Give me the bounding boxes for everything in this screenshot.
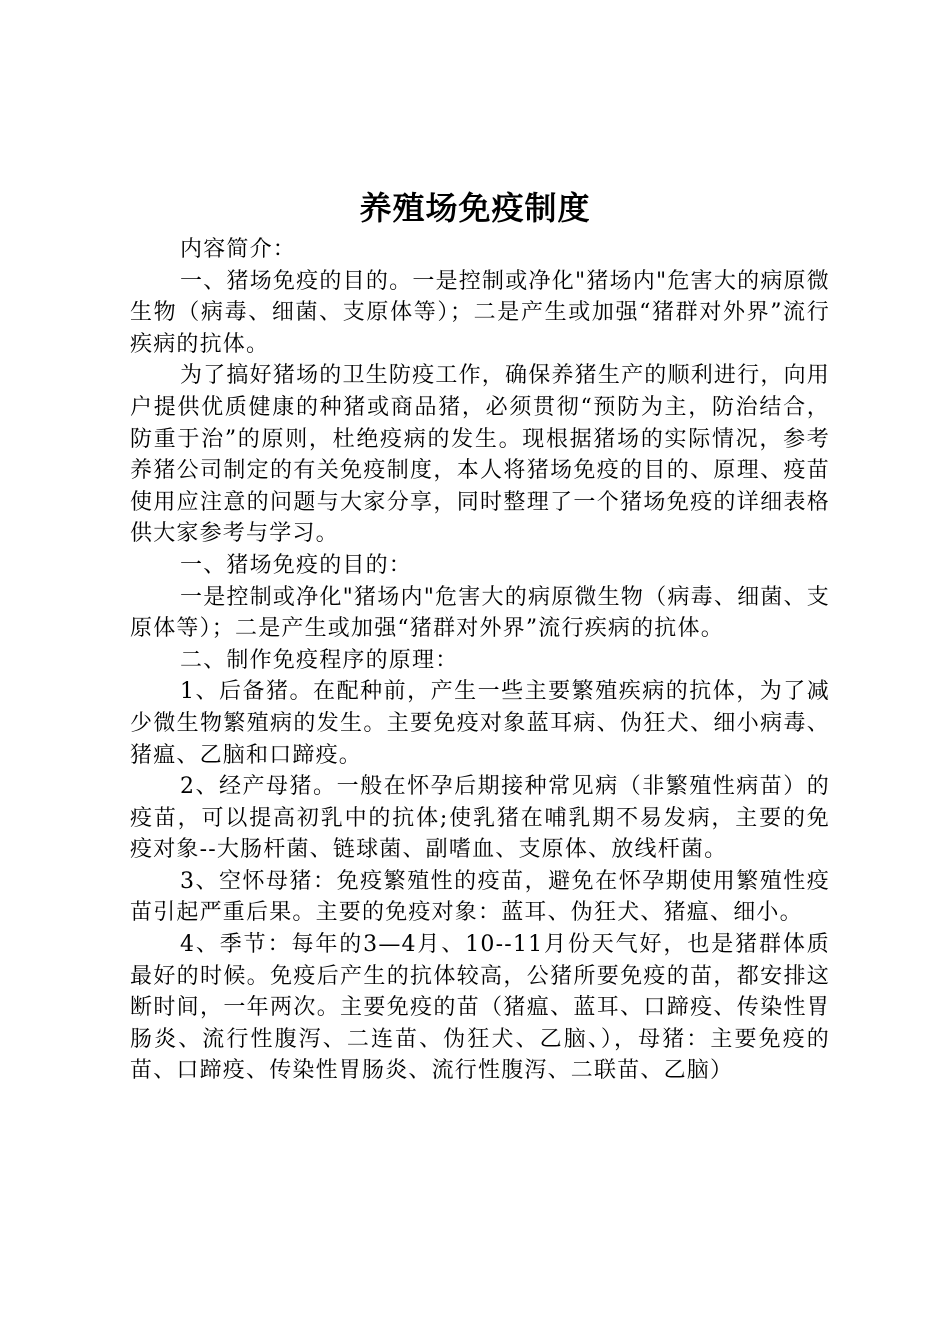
paragraph-season: 4、季节：每年的3—4月、10--11月份天气好，也是猪群体质最好的时候。免疫后产生的抗体较高，公猪所要免疫的苗，都安排这断时间，一年两次。主要免疫的苗（猪瘟、蓝耳、口蹄疫、传染性胃肠炎、流行性腹泻、二连苗、伪狂犬、乙脑、），母猪：主要免疫的苗、口蹄疫、传染性胃肠炎、流行性腹泻、二联苗、乙脑） [130, 932, 830, 1084]
paragraph-background: 为了搞好猪场的卫生防疫工作，确保养猪生产的顺利进行，向用户提供优质健康的种猪或商品猪，必须贯彻“预防为主，防治结合，防重于治”的原则，杜绝疫病的发生。现根据猪场的实际情况，参考养猪公司制定的有关免疫制度，本人将猪场免疫的目的、原理、疫苗使用应注意的问题与大家分享，同时整理了一个猪场免疫的详细表格供大家参考与学习。 [130, 363, 830, 547]
paragraph-open-sows: 3、空怀母猪：免疫繁殖性的疫苗，避免在怀孕期使用繁殖性疫苗引起严重后果。主要的免疫对象：蓝耳、伪狂犬、猪瘟、细小。 [130, 868, 830, 926]
document-body [130, 234, 830, 1087]
paragraph-multiparous-sows: 2、经产母猪。一般在怀孕后期接种常见病（非繁殖性病苗）的疫苗，可以提高初乳中的抗体;使乳猪在哺乳期不易发病，主要的免疫对象--大肠杆菌、链球菌、副嗜血、支原体、放线杆菌。 [130, 774, 830, 863]
paragraph-gilts: 1、后备猪。在配种前，产生一些主要繁殖疾病的抗体，为了减少微生物繁殖病的发生。主要免疫对象蓝耳病、伪狂犬、细小病毒、猪瘟、乙脑和口蹄疫。 [130, 679, 830, 768]
section-heading-purpose: 一、猪场免疫的目的： [180, 552, 413, 578]
paragraph-intro-purpose: 一、猪场免疫的目的。一是控制或净化"猪场内"危害大的病原微生物（病毒、细菌、支原体等）；二是产生或加强“猪群对外界”流行疾病的抗体。 [130, 268, 830, 357]
paragraph-purpose: 一是控制或净化"猪场内"危害大的病原微生物（病毒、细菌、支原体等）；二是产生或加强“猪群对外界”流行疾病的抗体。 [130, 584, 830, 642]
section-heading-principles: 二、制作免疫程序的原理： [180, 647, 459, 673]
document-title: 养殖场免疫制度 [359, 189, 591, 227]
paragraph-intro-label: 内容简介： [180, 237, 297, 262]
